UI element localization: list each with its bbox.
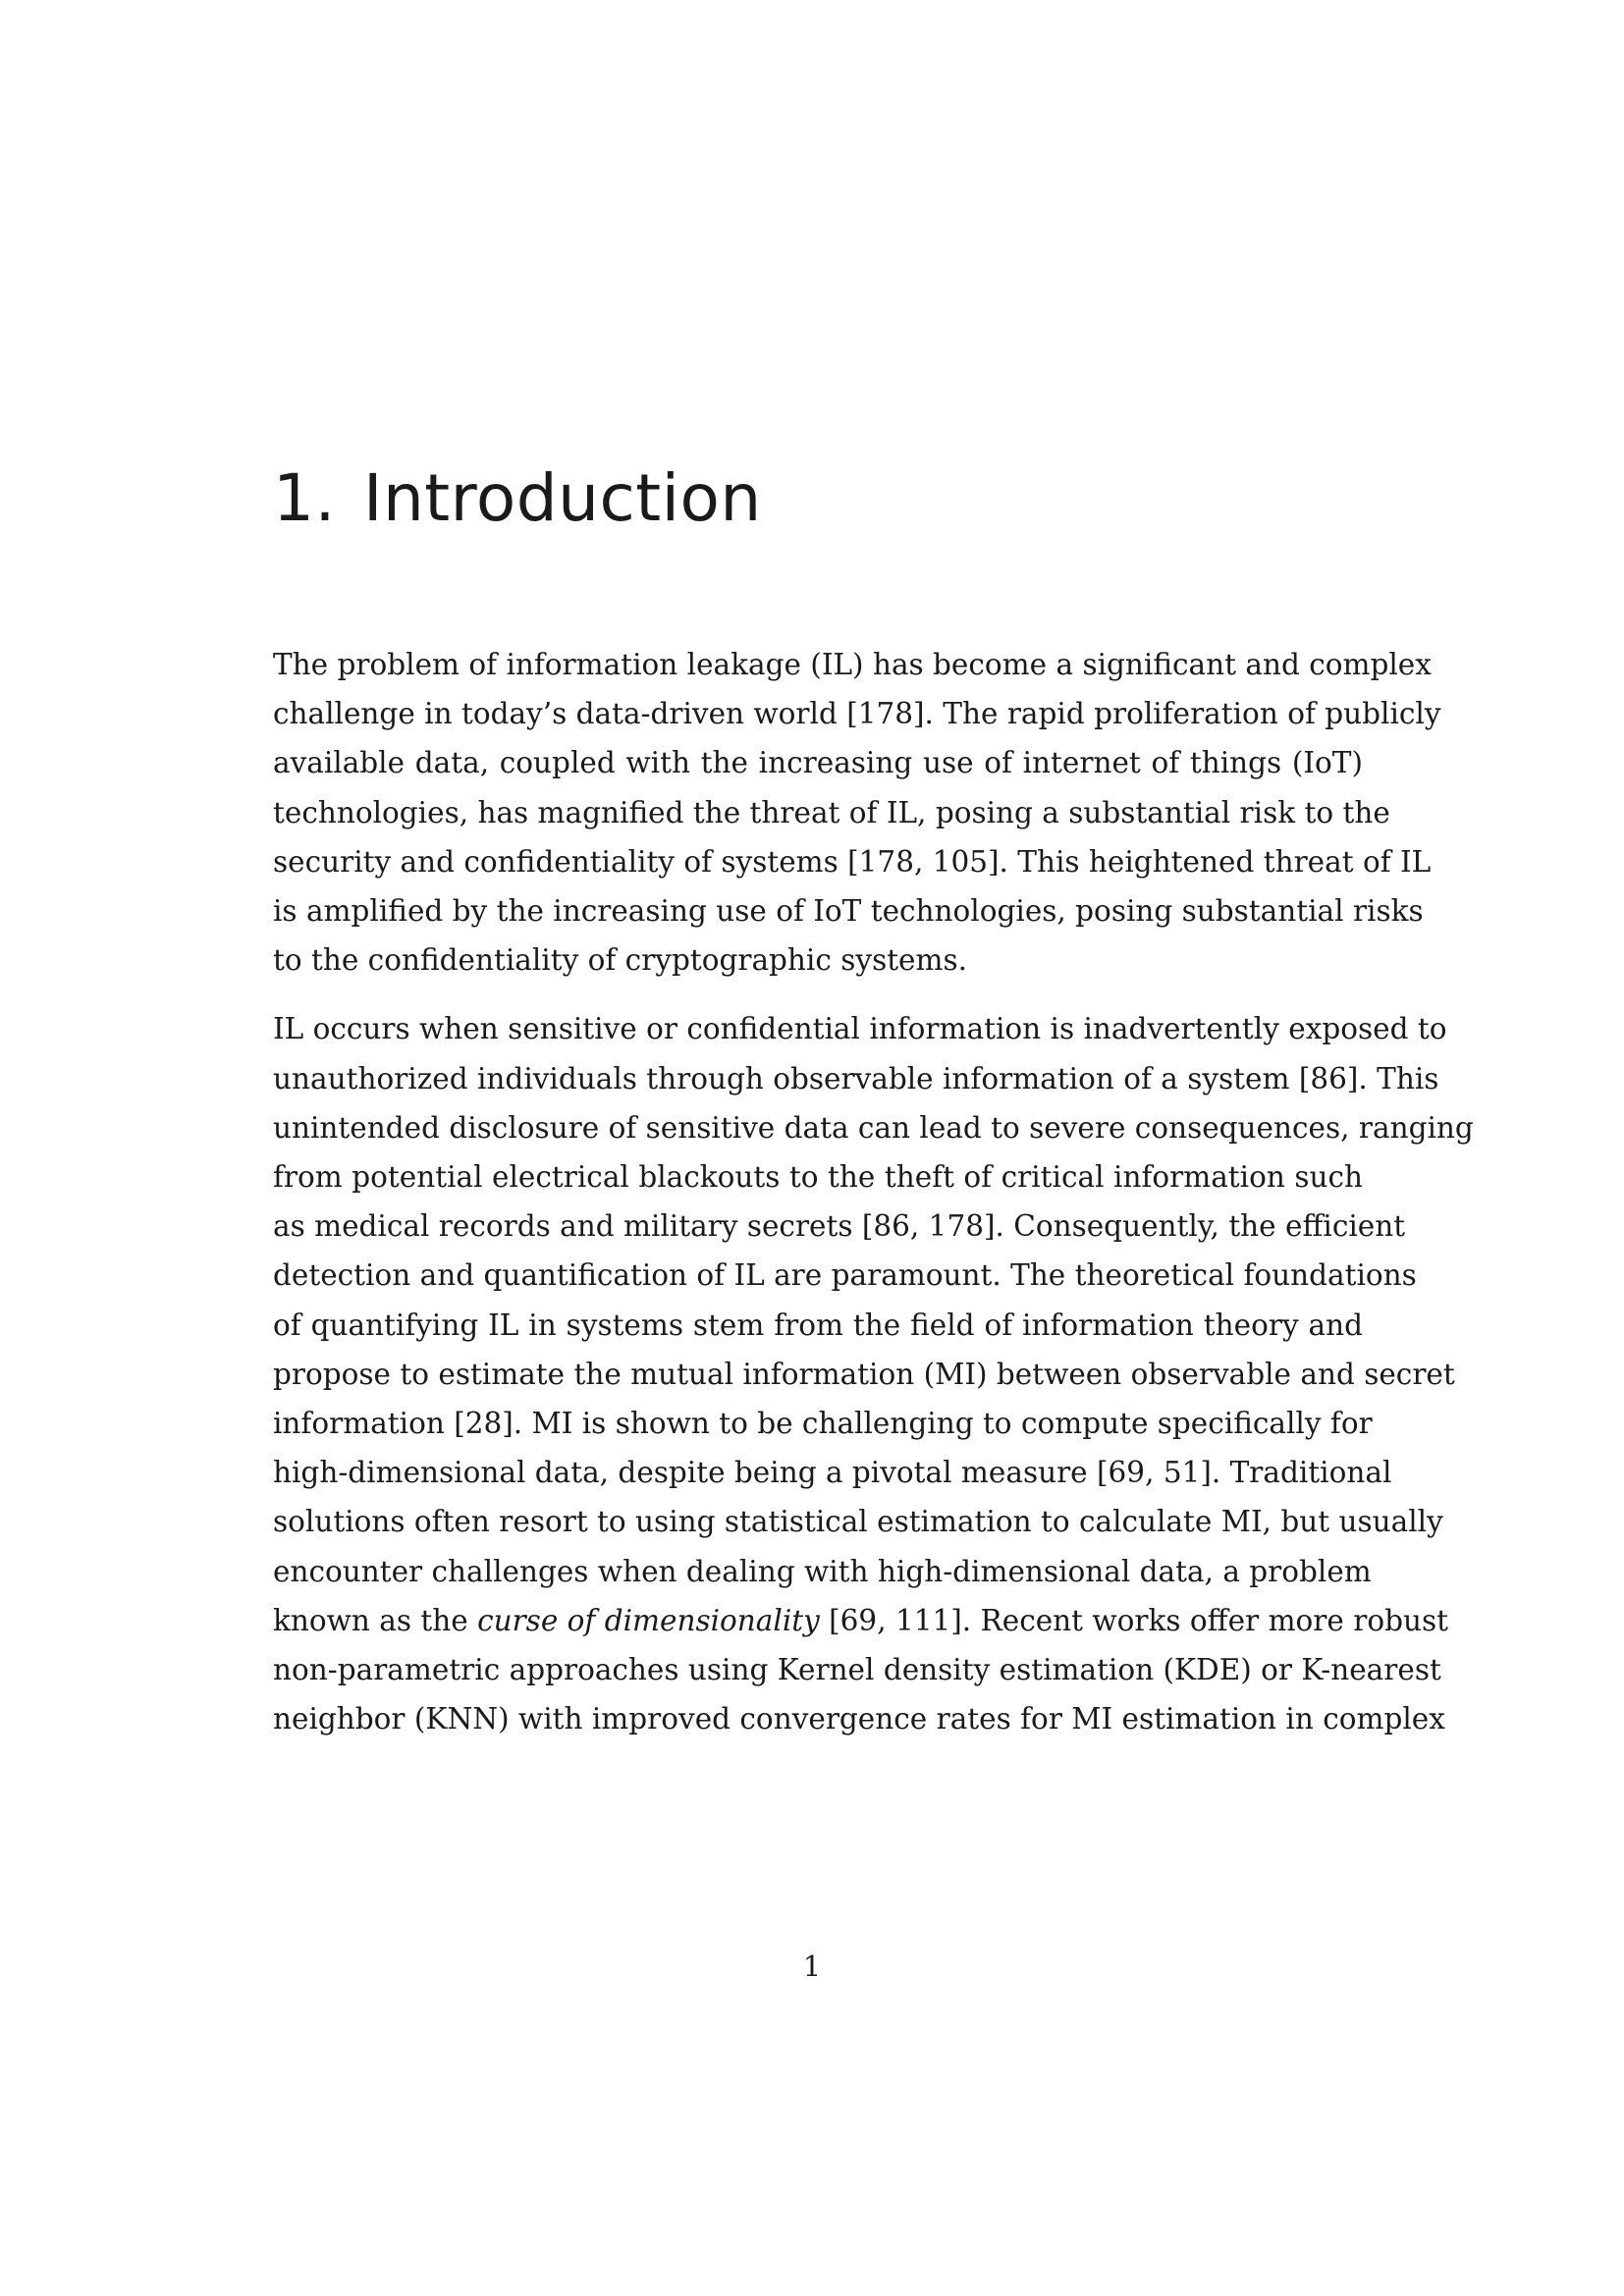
body-text	[273, 640, 1474, 1763]
paragraph-line: to the confidentiality of cryptographic systems.	[273, 943, 968, 978]
paragraph-line: The problem of information leakage (IL) has become a significant and complex	[273, 648, 1432, 681]
paragraph-line: non-parametric approaches using Kernel density estimation (KDE) or K-nearest	[273, 1653, 1441, 1687]
paragraph-line: security and confidentiality of systems [178, 105]. This heightened threat of IL	[273, 844, 1432, 879]
paragraph-line: challenge in today’s data-driven world [178]. The rapid proliferation of publicly	[273, 697, 1441, 731]
paragraph-line: propose to estimate the mutual information (MI) between observable and secret	[273, 1357, 1455, 1391]
paragraph-line: detection and quantification of IL are paramount. The theoretical foundations	[273, 1258, 1417, 1293]
chapter-title	[273, 459, 762, 538]
text-run: [69, 111]. Recent works offer more robust	[819, 1603, 1448, 1637]
paragraph-line: from potential electrical blackouts to the theft of critical information such	[273, 1160, 1363, 1195]
paragraph-line: is amplified by the increasing use of IoT technologies, posing substantial risks	[273, 894, 1424, 929]
paragraph-line: unauthorized individuals through observable information of a system [86]. This	[273, 1061, 1439, 1095]
chapter-number: 1.	[273, 460, 336, 536]
paragraph-line: IL occurs when sensitive or confidential information is inadvertently exposed to	[273, 1012, 1447, 1046]
chapter-title-text: Introduction	[362, 460, 762, 536]
paragraph-line: unintended disclosure of sensitive data can lead to severe consequences, ranging	[273, 1110, 1474, 1145]
paragraph-line: as medical records and military secrets [86, 178]. Consequently, the efficient	[273, 1209, 1406, 1244]
paragraph-line: of quantifying IL in systems stem from the field of information theory and	[273, 1308, 1363, 1342]
emphasis-curse-of-dimensionality: curse of dimensionality	[477, 1603, 820, 1637]
paragraph-line: encounter challenges when dealing with high-dimensional data, a problem	[273, 1554, 1372, 1588]
paragraph-line: neighbor (KNN) with improved convergence rates for MI estimation in complex	[273, 1702, 1445, 1736]
text-run: known as the	[273, 1603, 478, 1637]
paragraph-line-with-emphasis	[273, 1596, 1448, 1645]
page-number: 1	[802, 1949, 822, 1983]
paragraph-2	[273, 1004, 1474, 1743]
paragraph-1	[273, 640, 1441, 985]
paragraph-line: available data, coupled with the increasing use of internet of things (IoT)	[273, 746, 1363, 780]
paragraph-line: solutions often resort to using statistical estimation to calculate MI, but usually	[273, 1505, 1443, 1539]
paragraph-line: information [28]. MI is shown to be challenging to compute specifically for	[273, 1407, 1373, 1441]
paragraph-line: technologies, has magnified the threat of IL, posing a substantial risk to the	[273, 795, 1390, 829]
paragraph-line: high-dimensional data, despite being a pivotal measure [69, 51]. Traditional	[273, 1456, 1392, 1490]
